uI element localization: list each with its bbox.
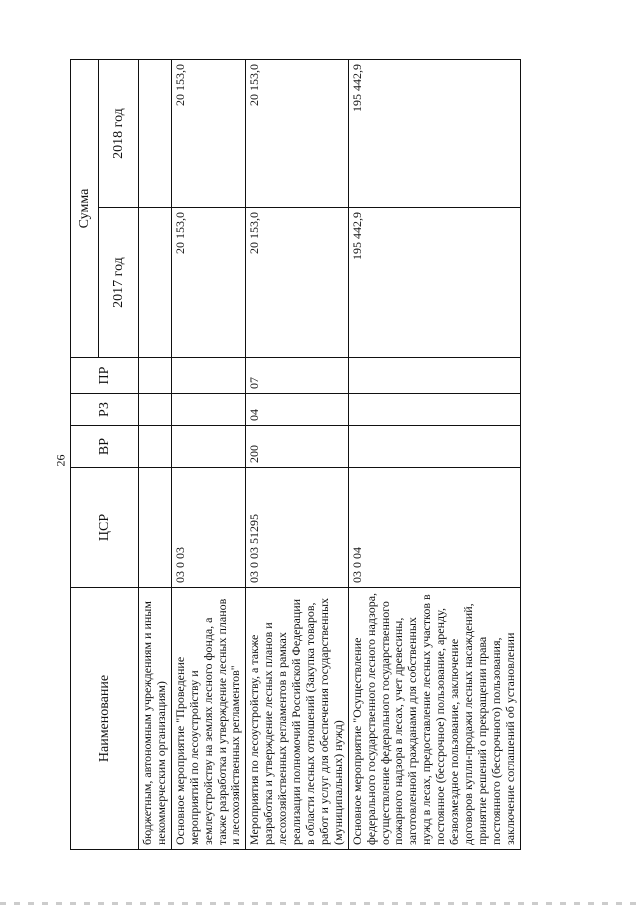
row-2018: 195 442,9 <box>348 60 520 208</box>
row-rz: 04 <box>246 394 348 426</box>
row-name: Основное мероприятие "Проведение мероприятий по лесоустройству и землеустройству на землях лесного фонда, а также разработка и утверждение лесных планов и лесохозяйственных регламентов" <box>171 588 246 850</box>
budget-table <box>70 59 521 850</box>
row-rz <box>139 394 172 426</box>
row-vr <box>348 426 520 468</box>
table-row <box>139 60 172 850</box>
budget-table-sheet <box>70 60 630 850</box>
row-csr: 03 0 04 <box>348 468 520 588</box>
row-pr <box>171 358 246 394</box>
row-vr: 200 <box>246 426 348 468</box>
header-csr: ЦСР <box>71 468 139 588</box>
page-number: 26 <box>53 454 68 467</box>
row-name: бюджетным, автономным учреждениям и иным некоммерческим организациям) <box>139 588 172 850</box>
header-rz: РЗ <box>71 394 139 426</box>
table-row <box>246 60 348 850</box>
row-2018 <box>139 60 172 208</box>
row-name: Мероприятия по лесоустройству, а также разработка и утверждение лесных планов и лесохозяйственных регламентов в рамках реализации полномочий Российской Федерации в области лесных отношений (Закупка товаров, работ и услуг для обеспечения государственных (муниципальных) нужд) <box>246 588 348 850</box>
row-rz <box>348 394 520 426</box>
row-2018: 20 153,0 <box>246 60 348 208</box>
header-sum: Сумма <box>71 60 99 358</box>
row-csr: 03 0 03 <box>171 468 246 588</box>
row-2017: 20 153,0 <box>246 208 348 358</box>
row-pr <box>348 358 520 394</box>
row-2017: 195 442,9 <box>348 208 520 358</box>
row-2018: 20 153,0 <box>171 60 246 208</box>
row-pr: 07 <box>246 358 348 394</box>
row-vr <box>139 426 172 468</box>
table-row <box>348 60 520 850</box>
header-pr: ПР <box>71 358 139 394</box>
header-name: Наименование <box>71 588 139 850</box>
header-2017: 2017 год <box>99 208 139 358</box>
header-2018: 2018 год <box>99 60 139 208</box>
row-2017: 20 153,0 <box>171 208 246 358</box>
row-name: Основное мероприятие "Осуществление федерального государственного лесного надзора, осуществление федерального государственного пожарного надзора в лесах, учет древесины, заготовленной гражданами для собственных нужд в лесах, предоставление лесных участков в постоянное (бессрочное) пользование, аренду, безвозмездное пользование, заключение договоров купли-продажи лесных насаждений, принятие решений о прекращении права постоянного (бессрочного) пользования, заключение соглашений об установлении <box>348 588 520 850</box>
row-rz <box>171 394 246 426</box>
row-csr: 03 0 03 51295 <box>246 468 348 588</box>
row-csr <box>139 468 172 588</box>
table-row <box>171 60 246 850</box>
row-pr <box>139 358 172 394</box>
row-vr <box>171 426 246 468</box>
header-vr: ВР <box>71 426 139 468</box>
row-2017 <box>139 208 172 358</box>
